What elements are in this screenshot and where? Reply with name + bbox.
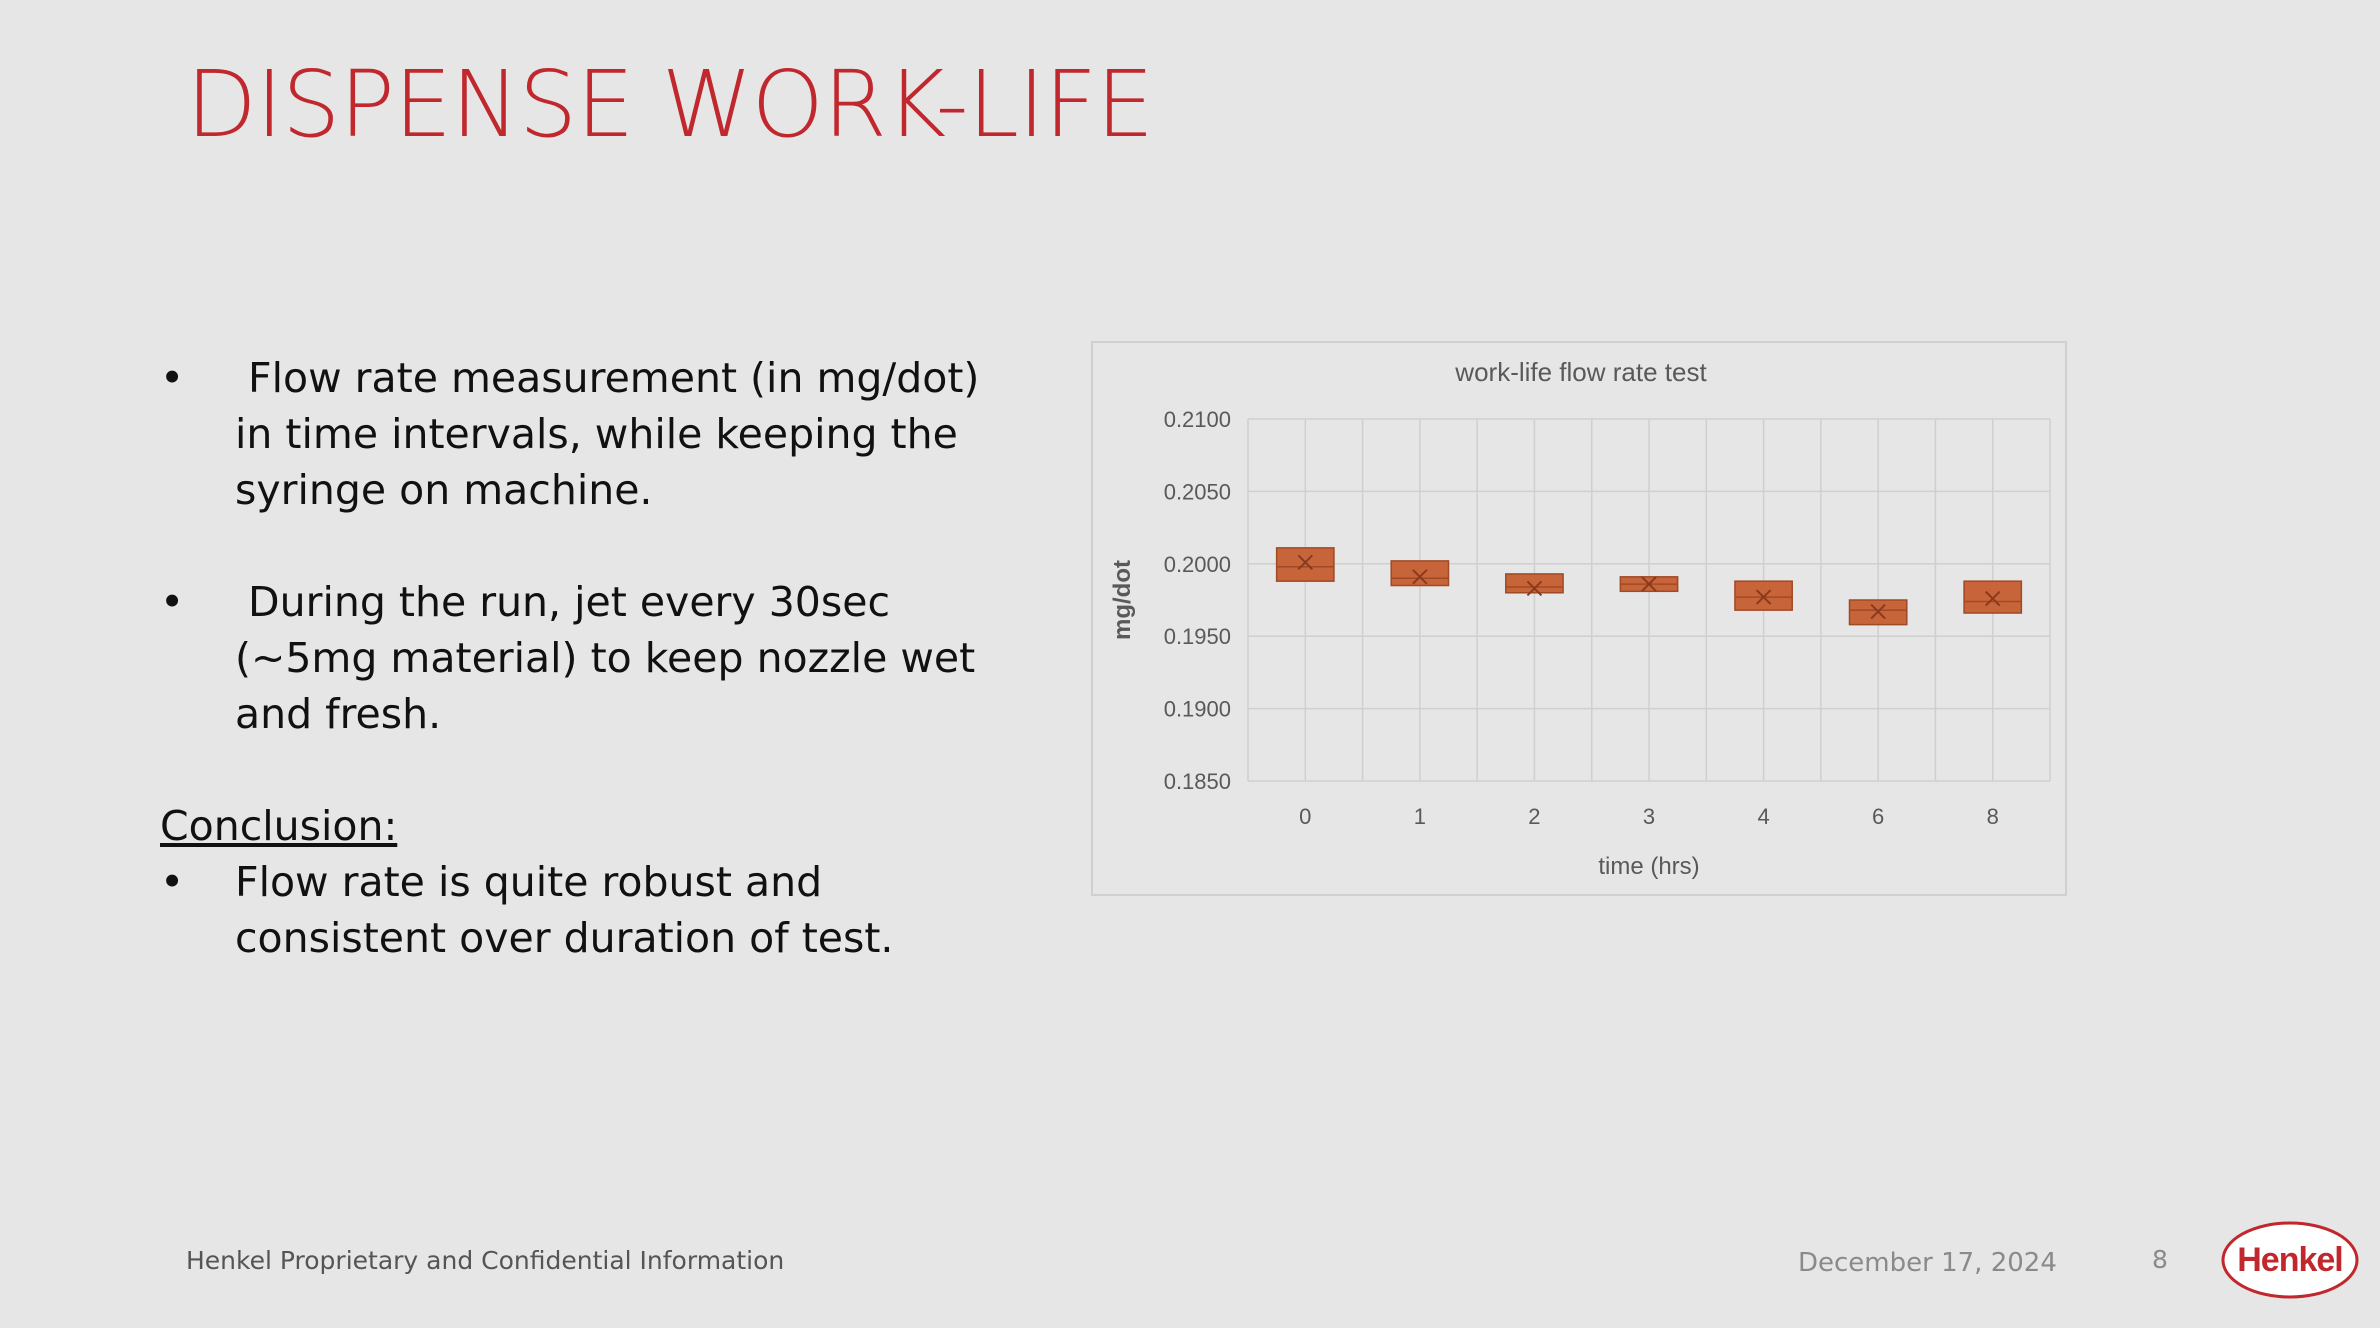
logo-text: Henkel xyxy=(2237,1241,2343,1279)
y-axis-title: mg/dot xyxy=(1109,560,1136,640)
chart-title: work-life flow rate test xyxy=(1455,357,1707,387)
bullet-item xyxy=(160,574,989,742)
bullet-symbol: • xyxy=(160,858,185,906)
bullet-symbol: • xyxy=(160,354,185,402)
bullet-text: During the run, jet every 30sec (~5mg material) to keep nozzle wet and fresh. xyxy=(235,578,989,738)
y-tick-label: 0.2000 xyxy=(1163,551,1231,577)
box-plot-chart xyxy=(1093,343,2065,894)
y-tick-label: 0.1850 xyxy=(1163,769,1231,794)
box-0 xyxy=(1277,548,1334,581)
chart-container xyxy=(1091,341,2067,896)
box-8 xyxy=(1964,581,2021,613)
y-tick-label: 0.2050 xyxy=(1163,479,1231,505)
box-2 xyxy=(1506,574,1563,593)
x-axis-title: time (hrs) xyxy=(1598,853,1700,880)
body-text xyxy=(160,350,993,966)
page-number: 8 xyxy=(2152,1245,2168,1274)
y-tick-label: 0.1950 xyxy=(1163,624,1231,650)
slide-title: DISPENSE WORK-LIFE xyxy=(186,51,1154,158)
bullet-symbol: • xyxy=(160,578,185,626)
footer-confidential: Henkel Proprietary and Confidential Information xyxy=(186,1246,785,1275)
x-tick-label: 8 xyxy=(1986,804,1999,829)
bullet-item xyxy=(160,854,980,966)
x-tick-label: 3 xyxy=(1642,804,1656,829)
conclusion-heading: Conclusion: xyxy=(160,802,398,850)
y-tick-label: 0.1900 xyxy=(1163,696,1231,722)
henkel-logo xyxy=(2220,1220,2360,1300)
box-4 xyxy=(1735,581,1792,610)
x-tick-label: 4 xyxy=(1757,804,1770,829)
conclusion-text: Flow rate is quite robust and consistent over duration of test. xyxy=(235,858,894,962)
box-1 xyxy=(1391,561,1448,586)
x-tick-label: 0 xyxy=(1299,804,1312,829)
bullet-text: Flow rate measurement (in mg/dot) in time intervals, while keeping the syringe on machine. xyxy=(235,354,993,514)
footer-date: December 17, 2024 xyxy=(1798,1248,2057,1278)
bullet-item xyxy=(160,350,993,518)
y-tick-label: 0.2100 xyxy=(1163,407,1231,432)
x-tick-label: 1 xyxy=(1413,804,1426,829)
x-tick-label: 6 xyxy=(1872,804,1885,829)
x-tick-label: 2 xyxy=(1528,804,1541,829)
